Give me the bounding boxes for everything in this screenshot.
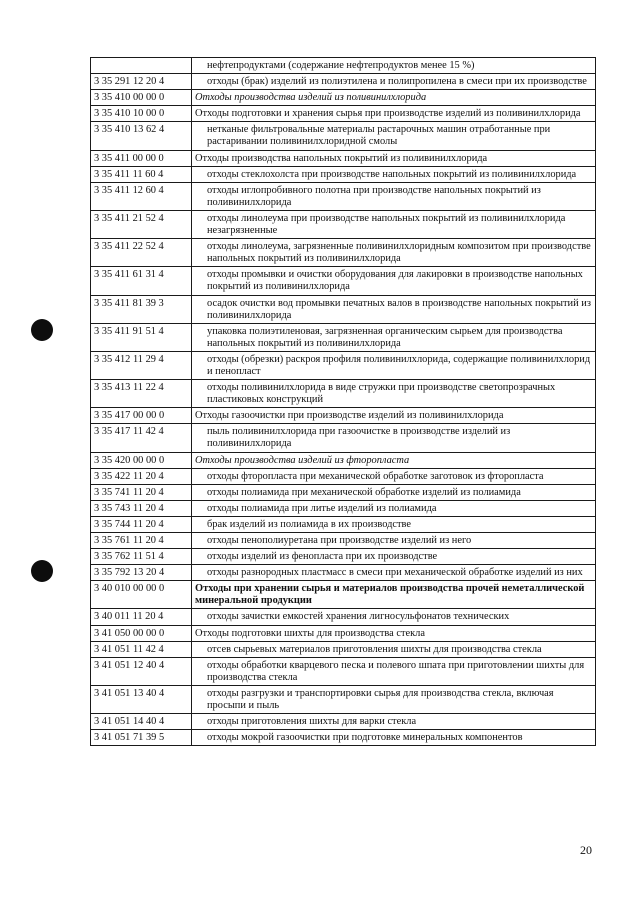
waste-description: отходы полиамида при литье изделий из полиамида — [192, 500, 596, 516]
table-row — [91, 730, 596, 746]
waste-description: Отходы производства напольных покрытий из поливинилхлорида — [192, 150, 596, 166]
table-row — [91, 106, 596, 122]
waste-code: 3 41 051 71 39 5 — [91, 730, 192, 746]
waste-description: Отходы при хранении сырья и материалов производства прочей неметаллической минеральной продукции — [192, 581, 596, 609]
waste-code: 3 35 411 00 00 0 — [91, 150, 192, 166]
waste-code: 3 35 761 11 20 4 — [91, 533, 192, 549]
table-row — [91, 581, 596, 609]
waste-description: отходы пенополиуретана при производстве изделий из него — [192, 533, 596, 549]
table-row — [91, 267, 596, 295]
table-row — [91, 166, 596, 182]
table-row — [91, 150, 596, 166]
table-row — [91, 641, 596, 657]
waste-code: 3 35 411 11 60 4 — [91, 166, 192, 182]
table-row — [91, 565, 596, 581]
waste-code: 3 35 412 11 29 4 — [91, 351, 192, 379]
table-row — [91, 122, 596, 150]
waste-description: отходы зачистки емкостей хранения лигносульфонатов технических — [192, 609, 596, 625]
waste-description: Отходы производства изделий из поливинилхлорида — [192, 90, 596, 106]
waste-description: отходы иглопробивного полотна при производстве напольных покрытий из поливинилхлорида — [192, 182, 596, 210]
waste-code: 3 35 411 21 52 4 — [91, 210, 192, 238]
table-row — [91, 408, 596, 424]
waste-code: 3 35 291 12 20 4 — [91, 74, 192, 90]
waste-code: 3 40 011 11 20 4 — [91, 609, 192, 625]
waste-code: 3 35 417 00 00 0 — [91, 408, 192, 424]
table-row — [91, 424, 596, 452]
table-row — [91, 714, 596, 730]
waste-code: 3 35 743 11 20 4 — [91, 500, 192, 516]
waste-description: Отходы подготовки и хранения сырья при производстве изделий из поливинилхлорида — [192, 106, 596, 122]
waste-description: брак изделий из полиамида в их производстве — [192, 516, 596, 532]
waste-code: 3 40 010 00 00 0 — [91, 581, 192, 609]
table-row — [91, 484, 596, 500]
waste-description: отходы линолеума при производстве напольных покрытий из поливинилхлорида незагрязненные — [192, 210, 596, 238]
table-row — [91, 533, 596, 549]
waste-description: осадок очистки вод промывки печатных валов в производстве напольных покрытий из поливинилхлорида — [192, 295, 596, 323]
binder-hole-top — [31, 319, 53, 341]
waste-description: отходы изделий из фенопласта при их производстве — [192, 549, 596, 565]
waste-code: 3 35 410 13 62 4 — [91, 122, 192, 150]
waste-code: 3 35 420 00 00 0 — [91, 452, 192, 468]
waste-code: 3 41 051 12 40 4 — [91, 657, 192, 685]
waste-description: отходы приготовления шихты для варки стекла — [192, 714, 596, 730]
waste-description: отходы поливинилхлорида в виде стружки при производстве светопрозрачных пластиковых конструкций — [192, 380, 596, 408]
waste-description: отходы разнородных пластмасс в смеси при механической обработке изделий из них — [192, 565, 596, 581]
binder-hole-bottom — [31, 560, 53, 582]
waste-codes-table — [90, 57, 596, 746]
waste-description: отходы (обрезки) раскроя профиля поливинилхлорида, содержащие поливинилхлорид и пенопласт — [192, 351, 596, 379]
waste-code: 3 35 792 13 20 4 — [91, 565, 192, 581]
waste-code: 3 35 411 12 60 4 — [91, 182, 192, 210]
waste-code: 3 41 051 14 40 4 — [91, 714, 192, 730]
table-row — [91, 351, 596, 379]
waste-description: отходы (брак) изделий из полиэтилена и полипропилена в смеси при их производстве — [192, 74, 596, 90]
waste-description: Отходы газоочистки при производстве изделий из поливинилхлорида — [192, 408, 596, 424]
waste-code: 3 35 411 22 52 4 — [91, 239, 192, 267]
table-row — [91, 323, 596, 351]
table-row — [91, 239, 596, 267]
waste-description: отходы обработки кварцевого песка и полевого шпата при приготовлении шихты для производства стекла — [192, 657, 596, 685]
waste-code: 3 35 411 61 31 4 — [91, 267, 192, 295]
waste-code — [91, 58, 192, 74]
waste-description: пыль поливинилхлорида при газоочистке в производстве изделий из поливинилхлорида — [192, 424, 596, 452]
waste-code: 3 35 411 81 39 3 — [91, 295, 192, 323]
table-row — [91, 625, 596, 641]
waste-code: 3 35 741 11 20 4 — [91, 484, 192, 500]
table-row — [91, 74, 596, 90]
table-row — [91, 468, 596, 484]
table-row — [91, 58, 596, 74]
waste-description: отходы мокрой газоочистки при подготовке минеральных компонентов — [192, 730, 596, 746]
waste-description: Отходы производства изделий из фторопласта — [192, 452, 596, 468]
waste-description: отходы стеклохолста при производстве напольных покрытий из поливинилхлорида — [192, 166, 596, 182]
table-row — [91, 380, 596, 408]
table-row — [91, 182, 596, 210]
table-row — [91, 609, 596, 625]
table-row — [91, 549, 596, 565]
waste-code: 3 35 762 11 51 4 — [91, 549, 192, 565]
waste-code: 3 35 744 11 20 4 — [91, 516, 192, 532]
waste-code: 3 35 413 11 22 4 — [91, 380, 192, 408]
waste-code: 3 41 050 00 00 0 — [91, 625, 192, 641]
waste-description: отходы полиамида при механической обработке изделий из полиамида — [192, 484, 596, 500]
waste-description: отходы промывки и очистки оборудования для лакировки в производстве напольных покрытий из поливинилхлорида — [192, 267, 596, 295]
table-row — [91, 657, 596, 685]
waste-description: нетканые фильтровальные материалы растарочных машин отработанные при растаривании поливинилхлоридной смолы — [192, 122, 596, 150]
page-number: 20 — [580, 843, 592, 857]
table-row — [91, 685, 596, 713]
table-row — [91, 210, 596, 238]
table-row — [91, 452, 596, 468]
waste-code: 3 35 422 11 20 4 — [91, 468, 192, 484]
waste-description: отходы фторопласта при механической обработке заготовок из фторопласта — [192, 468, 596, 484]
table-row — [91, 516, 596, 532]
waste-code: 3 41 051 11 42 4 — [91, 641, 192, 657]
waste-code: 3 35 410 10 00 0 — [91, 106, 192, 122]
waste-code: 3 35 410 00 00 0 — [91, 90, 192, 106]
waste-codes-body — [91, 58, 596, 746]
waste-description: отходы разгрузки и транспортировки сырья для производства стекла, включая просыпи и пыль — [192, 685, 596, 713]
waste-code: 3 35 417 11 42 4 — [91, 424, 192, 452]
waste-code: 3 35 411 91 51 4 — [91, 323, 192, 351]
table-row — [91, 500, 596, 516]
waste-description: отходы линолеума, загрязненные поливинилхлоридным композитом при производстве напольных покрытий из поливинилхлорида — [192, 239, 596, 267]
waste-description: отсев сырьевых материалов приготовления шихты для производства стекла — [192, 641, 596, 657]
table-row — [91, 90, 596, 106]
waste-description: нефтепродуктами (содержание нефтепродуктов менее 15 %) — [192, 58, 596, 74]
waste-description: Отходы подготовки шихты для производства стекла — [192, 625, 596, 641]
waste-code: 3 41 051 13 40 4 — [91, 685, 192, 713]
table-row — [91, 295, 596, 323]
waste-description: упаковка полиэтиленовая, загрязненная органическим сырьем для производства напольных покрытий из поливинилхлорида — [192, 323, 596, 351]
